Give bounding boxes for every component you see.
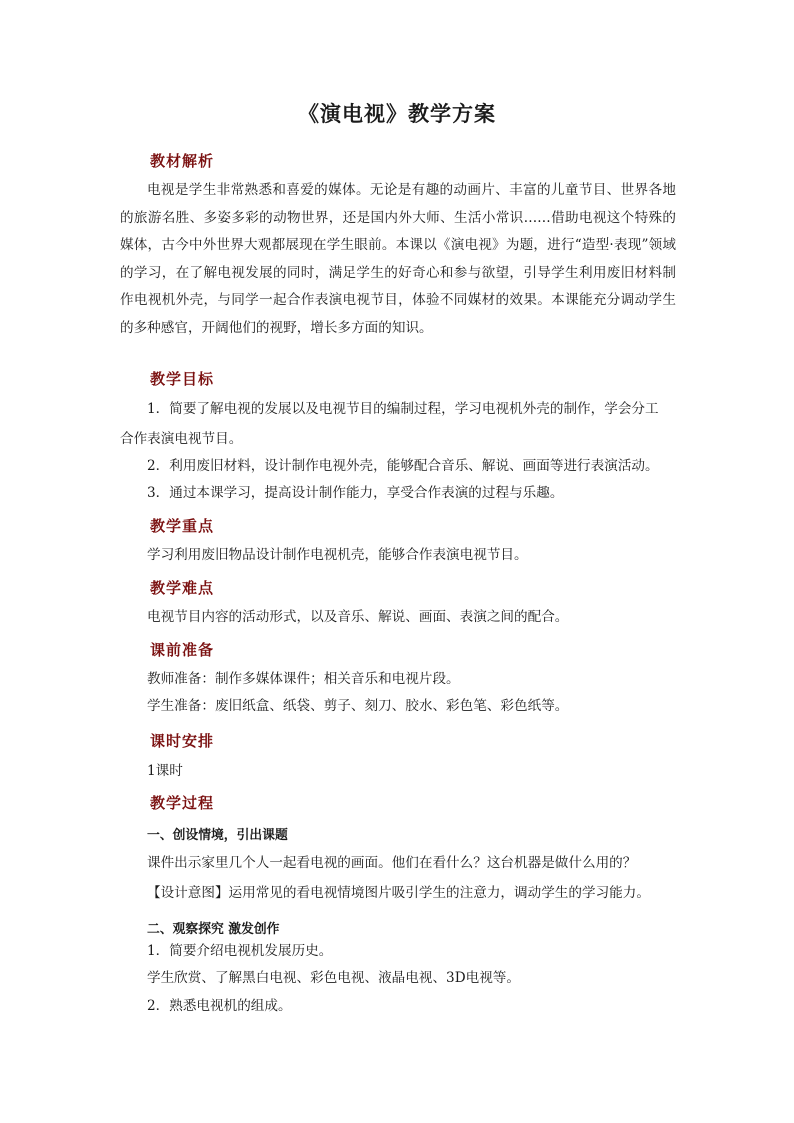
student-preparation: 学生准备：废旧纸盒、纸袋、剪子、刻刀、胶水、彩色笔、彩色纸等。 [147, 698, 569, 714]
analysis-paragraph: 电视是学生非常熟悉和喜爱的媒体。无论是有趣的动画片、丰富的儿童节目、世界各地的旅游名胜、多姿多彩的动物世界，还是国内外大师、生活小常识……借助电视这个特殊的媒体，古今中外世界大观都展现在学生眼前。本课以《演电视》为题，进行“造型·表现”领域的学习，在了解电视发展的同时，满足学生的好奇心和参与欲望，引导学生利用废旧材料制作电视机外壳，与同学一起合作表演电视节目，体验不同媒材的效果。本课能充分调动学生的多种感官，开阔他们的视野，增长多方面的知识。 [120, 182, 676, 336]
process-step-1-intent: 【设计意图】运用常见的看电视情境图片吸引学生的注意力，调动学生的学习能力。 [147, 885, 650, 901]
goal-item-1-line-1: 1．简要了解电视的发展以及电视节目的编制过程，学习电视机外壳的制作，学会分工 [147, 401, 659, 417]
process-step-2-item-2: 2．熟悉电视机的组成。 [147, 998, 292, 1014]
section-heading-key-points: 教学重点 [150, 517, 215, 535]
process-step-2-title: 二、观察探究 激发创作 [147, 922, 280, 937]
section-heading-process: 教学过程 [150, 794, 215, 812]
process-step-2-item-1: 1．简要介绍电视机发展历史。 [147, 943, 333, 959]
goal-item-1-line-2: 合作表演电视节目。 [120, 431, 243, 447]
section-heading-difficulties: 教学难点 [150, 579, 215, 597]
process-step-2-item-1-text: 学生欣赏、了解黑白电视、彩色电视、液晶电视、3D电视等。 [147, 970, 520, 986]
goal-item-2: 2．利用废旧材料，设计制作电视外壳，能够配合音乐、解说、画面等进行表演活动。 [147, 458, 659, 474]
process-step-1-title: 一、创设情境，引出课题 [147, 828, 288, 843]
section-heading-schedule: 课时安排 [150, 732, 215, 750]
process-step-1-text: 课件出示家里几个人一起看电视的画面。他们在看什么？这台机器是做什么用的？ [147, 855, 637, 871]
section-heading-goals: 教学目标 [150, 370, 215, 388]
difficulties-text: 电视节目内容的活动形式，以及音乐、解说、画面、表演之间的配合。 [147, 609, 569, 625]
teacher-preparation: 教师准备：制作多媒体课件；相关音乐和电视片段。 [147, 671, 460, 687]
document-title: 《演电视》教学方案 [298, 101, 496, 126]
key-points-text: 学习利用废旧物品设计制作电视机壳，能够合作表演电视节目。 [147, 547, 528, 563]
goal-item-3: 3．通过本课学习，提高设计制作能力，享受合作表演的过程与乐趣。 [147, 485, 564, 501]
schedule-text: 1课时 [147, 763, 183, 779]
section-heading-analysis: 教材解析 [150, 152, 215, 170]
section-heading-preparation: 课前准备 [150, 641, 215, 659]
